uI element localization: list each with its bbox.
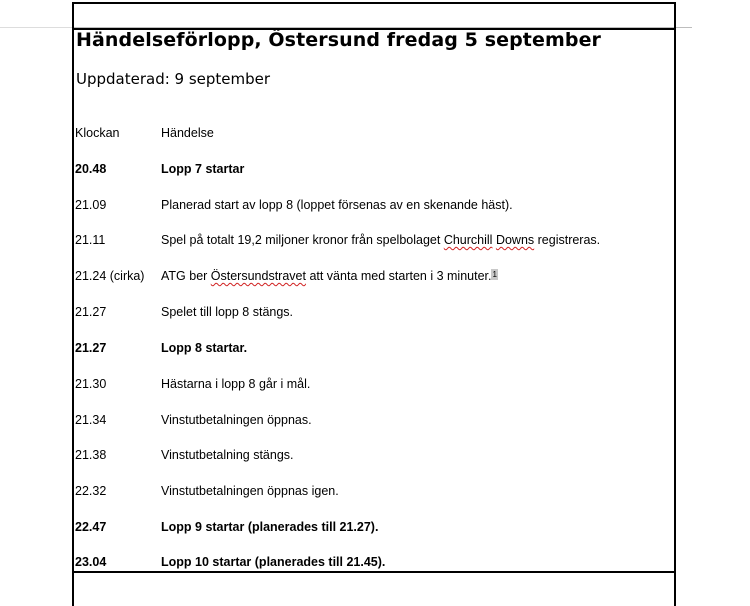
event-text: registreras.	[534, 233, 601, 247]
row-time: 23.04	[75, 555, 107, 569]
row-time: 21.27	[75, 341, 107, 355]
row-time: 21.09	[75, 198, 107, 212]
row-event	[161, 269, 498, 283]
spellcheck-word[interactable]: Östersundstravet	[210, 269, 306, 283]
document-title: Händelseförlopp, Östersund fredag 5 september	[76, 29, 602, 51]
row-event: Lopp 8 startar.	[161, 341, 248, 355]
row-time: 21.30	[75, 377, 107, 391]
row-time: 21.24 (cirka)	[75, 269, 145, 283]
row-event: Planerad start av lopp 8 (loppet försenas av en skenande häst).	[161, 198, 513, 212]
row-event: Vinstutbetalningen öppnas igen.	[161, 484, 339, 498]
row-event: Vinstutbetalning stängs.	[161, 448, 294, 462]
header-time: Klockan	[75, 126, 120, 140]
spellcheck-word[interactable]: Downs	[495, 233, 535, 247]
row-time: 21.27	[75, 305, 107, 319]
row-time: 21.11	[75, 233, 106, 247]
event-text: ATG ber	[161, 269, 211, 283]
spellcheck-word[interactable]: Churchill	[443, 233, 493, 247]
row-event: Lopp 9 startar (planerades till 21.27).	[161, 520, 379, 534]
header-event: Händelse	[161, 126, 214, 140]
row-time: 22.32	[75, 484, 107, 498]
event-text: Spel på totalt 19,2 miljoner kronor från spelbolaget	[161, 233, 444, 247]
row-event: Hästarna i lopp 8 går i mål.	[161, 377, 311, 391]
row-event: Lopp 7 startar	[161, 162, 245, 176]
row-event: Lopp 10 startar (planerades till 21.45).	[161, 555, 386, 569]
updated-date: Uppdaterad: 9 september	[76, 70, 271, 88]
event-text: att vänta med starten i 3 minuter.	[305, 269, 492, 283]
row-event: Spelet till lopp 8 stängs.	[161, 305, 294, 319]
row-time: 22.47	[75, 520, 107, 534]
row-event	[161, 233, 600, 247]
row-time: 20.48	[75, 162, 107, 176]
row-event: Vinstutbetalningen öppnas.	[161, 413, 312, 427]
row-time: 21.34	[75, 413, 107, 427]
row-time: 21.38	[75, 448, 107, 462]
page-margin-guide-left	[0, 27, 72, 28]
footnote-reference[interactable]: 1	[492, 270, 497, 279]
